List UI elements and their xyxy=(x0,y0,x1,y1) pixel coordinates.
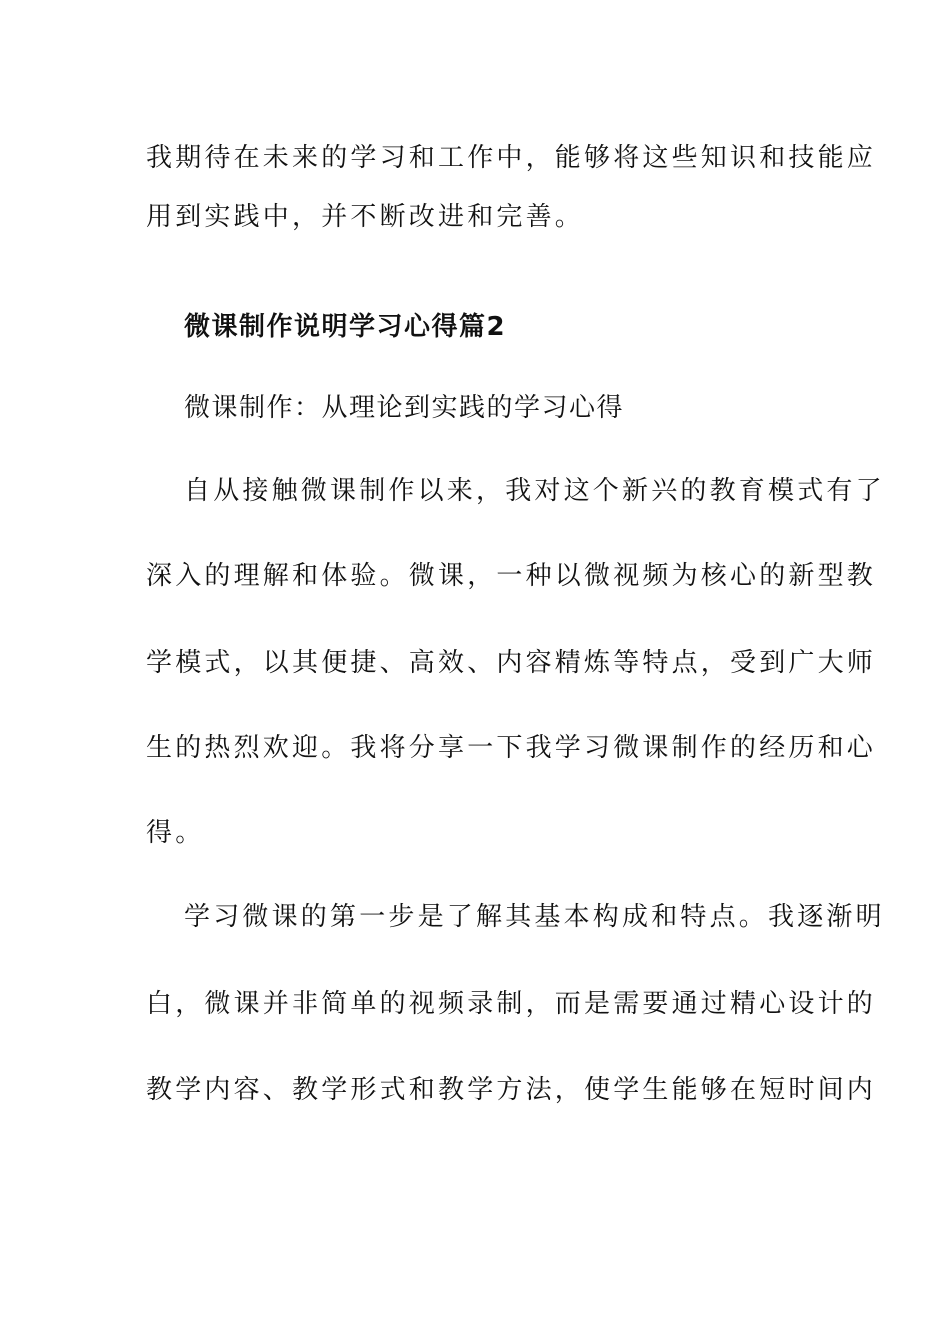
paragraph-line: 用到实践中，并不断改进和完善。 xyxy=(146,202,585,232)
article-title: 微课制作：从理论到实践的学习心得 xyxy=(184,393,625,423)
paragraph-line: 自从接触微课制作以来，我对这个新兴的教育模式有了 xyxy=(184,476,885,506)
paragraph-line: 我期待在未来的学习和工作中，能够将这些知识和技能应 xyxy=(146,143,877,173)
paragraph-line: 得。 xyxy=(146,818,205,848)
paragraph-line: 学模式，以其便捷、高效、内容精炼等特点，受到广大师 xyxy=(146,648,877,678)
paragraph-line: 教学内容、教学形式和教学方法，使学生能够在短时间内 xyxy=(146,1075,877,1105)
paragraph-line: 生的热烈欢迎。我将分享一下我学习微课制作的经历和心 xyxy=(146,733,877,763)
paragraph-line: 白，微课并非简单的视频录制，而是需要通过精心设计的 xyxy=(146,989,877,1019)
paragraph-line: 学习微课的第一步是了解其基本构成和特点。我逐渐明 xyxy=(184,902,885,932)
paragraph-line: 深入的理解和体验。微课，一种以微视频为核心的新型教 xyxy=(146,561,877,591)
section-heading: 微课制作说明学习心得篇2 xyxy=(184,312,507,342)
